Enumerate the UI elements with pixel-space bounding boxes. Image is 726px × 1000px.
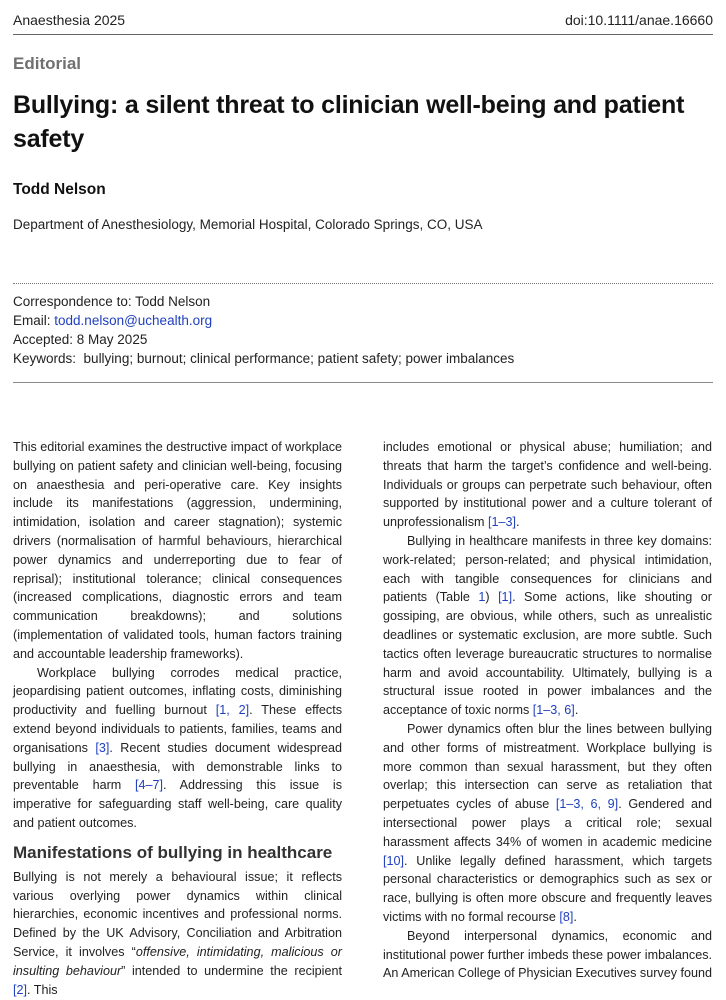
keywords-line (13, 349, 514, 368)
reference-link[interactable]: [1, 2] (215, 703, 250, 718)
email-link[interactable]: todd.nelson@uchealth.org (54, 313, 213, 328)
dotted-divider (13, 283, 713, 284)
reference-link[interactable]: [1–3] (488, 515, 517, 530)
reference-link[interactable]: [3] (95, 740, 110, 755)
body-paragraph: Bullying is not merely a behavioural issue; it reflects various overlying power dynamics within clinical hierarchies, economic incentives and professional norms. Defined by the UK Advisory, Conciliation and Arbitration Service, it involves “offensive, intimidating, malicious or insulting behaviour” intended to undermine the recipient [2]. This (13, 869, 342, 997)
reference-link[interactable]: [10] (383, 853, 405, 868)
accepted-date: Accepted: 8 May 2025 (13, 332, 148, 347)
doi-label: doi:10.1111/anae.16660 (565, 12, 713, 28)
body-paragraph: Power dynamics often blur the lines between bullying and other forms of mistreatment. Workplace bullying is more common than sexual harassment, but they often overlap; this intersection can serve as retaliation that perpetuates cycles of abuse [1–3, 6, 9]. Gendered and intersectional power plays a critical role; sexual harassment affects 34% of women in academic medicine [10]. Unlike legally defined harassment, which targets personal characteristics or demographics such as sex or race, bullying is often more obscure and frequently leaves victims with no formal recourse [8]. (383, 721, 712, 924)
body-paragraph: Bullying in healthcare manifests in three key domains: work-related; person-related; and physical intimidation, each with tangible consequences for clinicians and patients (Table 1) [1]. Some actions, like shouting or gossiping, are obvious, while others, such as unrealistic deadlines or systematic exclusion, are more subtle. Such tactics often leverage bureaucratic structures to normalise harm and avoid accountability. Ultimately, bullying is a structural issue rooted in power imbalances and the acceptance of toxic norms [1–3, 6]. (383, 533, 712, 718)
article-title: Bullying: a silent threat to clinician well-being and patient safety (13, 91, 685, 153)
reference-link[interactable]: [2] (13, 982, 28, 997)
header-rule (13, 34, 713, 35)
correspondence-block (13, 292, 514, 368)
section-divider (13, 382, 713, 383)
right-column (383, 438, 712, 983)
section-label: Editorial (13, 54, 82, 73)
quoted-definition: offensive, intimidating, malicious or insulting behaviour (13, 944, 342, 978)
email-label: Email: (13, 313, 51, 328)
left-column (13, 438, 342, 999)
reference-link[interactable]: [1–3, 6, 9] (555, 797, 619, 812)
author-name: Todd Nelson (13, 181, 106, 198)
running-head (13, 12, 713, 32)
reference-link[interactable]: [4–7] (135, 778, 164, 793)
email-line (13, 311, 514, 330)
reference-link[interactable]: [1–3, 6] (532, 703, 575, 718)
abstract-paragraph: This editorial examines the destructive impact of workplace bullying on patient safety and clinician well-being, focusing on anaesthesia and peri-operative care. Key insights include its manifestations (aggression, undermining, intimidation, isolation and career stagnation); systemic drivers (normalisation of harmful behaviours, hierarchical power dynamics and underreporting due to fear of reprisal); institutional tolerance; clinical consequences (increased complications, diagnostic errors and team communication breakdowns); and solutions (implementation of validated tools, human factors training and accountable leadership frameworks). (13, 440, 342, 661)
reference-link[interactable]: [1] (498, 590, 513, 605)
keywords-label: Keywords: (13, 351, 77, 366)
section-heading: Manifestations of bullying in healthcare (13, 842, 333, 862)
journal-name: Anaesthesia 2025 (13, 12, 126, 28)
body-paragraph: Beyond interpersonal dynamics, economic and institutional power further imbeds these power imbalances. An American College of Physician Executives survey found (383, 928, 713, 981)
intro-paragraph: Workplace bullying corrodes medical practice, jeopardising patient outcomes, inflating costs, diminishing productivity and fuelling burnout [1, 2]. These effects extend beyond individuals to patients, families, teams and organisations [3]. Recent studies document widespread bullying in anaesthesia, with demonstrable links to preventable harm [4–7]. Addressing this issue is imperative for safeguarding staff well-being, care quality and patient outcomes. (13, 665, 342, 830)
keywords-list: bullying; burnout; clinical performance; patient safety; power imbalances (83, 351, 515, 366)
correspondence-line: Correspondence to: Todd Nelson (13, 294, 211, 309)
author-affiliation: Department of Anesthesiology, Memorial Hospital, Colorado Springs, CO, USA (13, 217, 483, 232)
table-link[interactable]: 1 (478, 590, 486, 605)
body-paragraph: includes emotional or physical abuse; humiliation; and threats that harm the target’s confidence and well-being. Individuals or groups can perpetrate such behaviour, often supported by institutional power and a culture tolerant of unprofessionalism [1–3]. (383, 440, 712, 530)
reference-link[interactable]: [8] (559, 909, 574, 924)
